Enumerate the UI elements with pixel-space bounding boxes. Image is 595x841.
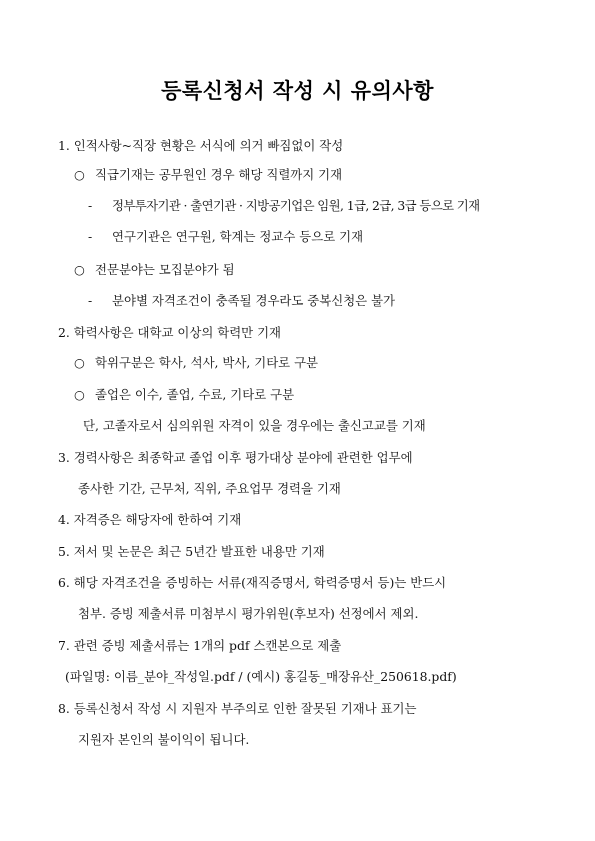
circle-bullet-icon: ○ [74,387,85,402]
dash-bullet-icon: - [88,229,93,244]
item-1-sub-1-text: 직급기재는 공무원인 경우 해당 직렬까지 기재 [95,167,343,182]
item-8-continued: 지원자 본인의 불이익이 됩니다. [78,732,250,747]
item-2: 2. 학력사항은 대학교 이상의 학력만 기재 [58,325,282,340]
item-7-filename-example: (파일명: 이름_분야_작성일.pdf / (예시) 홍길동_매장유산_250618.pdf) [65,669,457,684]
item-2-sub-2 [74,387,294,403]
item-5: 5. 저서 및 논문은 최근 5년간 발표한 내용만 기재 [58,544,325,559]
item-1-sub-2 [74,262,235,278]
item-6: 6. 해당 자격조건을 증빙하는 서류(재직증명서, 학력증명서 등)는 반드시 [58,575,447,590]
circle-bullet-icon: ○ [74,262,85,277]
item-1-sub-1-dash-1-text: 정부투자기관 · 출연기관 · 지방공기업은 임원, 1급, 2급, 3급 등으로 기재 [112,198,480,213]
item-1-sub-1-dash-2 [88,229,363,245]
circle-bullet-icon: ○ [74,167,85,182]
item-6-continued: 첨부. 증빙 제출서류 미첨부시 평가위원(후보자) 선정에서 제외. [78,606,419,621]
item-1-sub-2-text: 전문분야는 모집분야가 됨 [95,262,235,277]
page-title: 등록신청서 작성 시 유의사항 [161,79,434,103]
item-1: 1. 인적사항~직장 현황은 서식에 의거 빠짐없이 작성 [58,138,344,153]
item-4: 4. 자격증은 해당자에 한하여 기재 [58,512,242,527]
item-8: 8. 등록신청서 작성 시 지원자 부주의로 인한 잘못된 기재나 표기는 [58,701,417,716]
item-2-sub-1-text: 학위구분은 학사, 석사, 박사, 기타로 구분 [95,355,319,370]
item-3: 3. 경력사항은 최종학교 졸업 이후 평가대상 분야에 관련한 업무에 [58,450,413,465]
dash-bullet-icon: - [88,293,93,308]
item-2-note: 단, 고졸자로서 심의위원 자격이 있을 경우에는 출신고교를 기재 [83,418,426,433]
dash-bullet-icon: - [88,198,93,213]
item-1-sub-1-dash-1 [88,198,480,214]
item-3-continued: 종사한 기간, 근무처, 직위, 주요업무 경력을 기재 [78,481,341,496]
item-1-sub-1 [74,167,342,183]
item-1-sub-2-dash-1-text: 분야별 자격조건이 충족될 경우라도 중복신청은 불가 [112,293,396,308]
circle-bullet-icon: ○ [74,355,85,370]
item-2-sub-2-text: 졸업은 이수, 졸업, 수료, 기타로 구분 [95,387,295,402]
item-2-sub-1 [74,355,318,371]
item-1-sub-2-dash-1 [88,293,395,309]
item-1-sub-1-dash-2-text: 연구기관은 연구원, 학계는 정교수 등으로 기재 [112,229,364,244]
item-7: 7. 관련 증빙 제출서류는 1개의 pdf 스캔본으로 제출 [58,638,342,653]
